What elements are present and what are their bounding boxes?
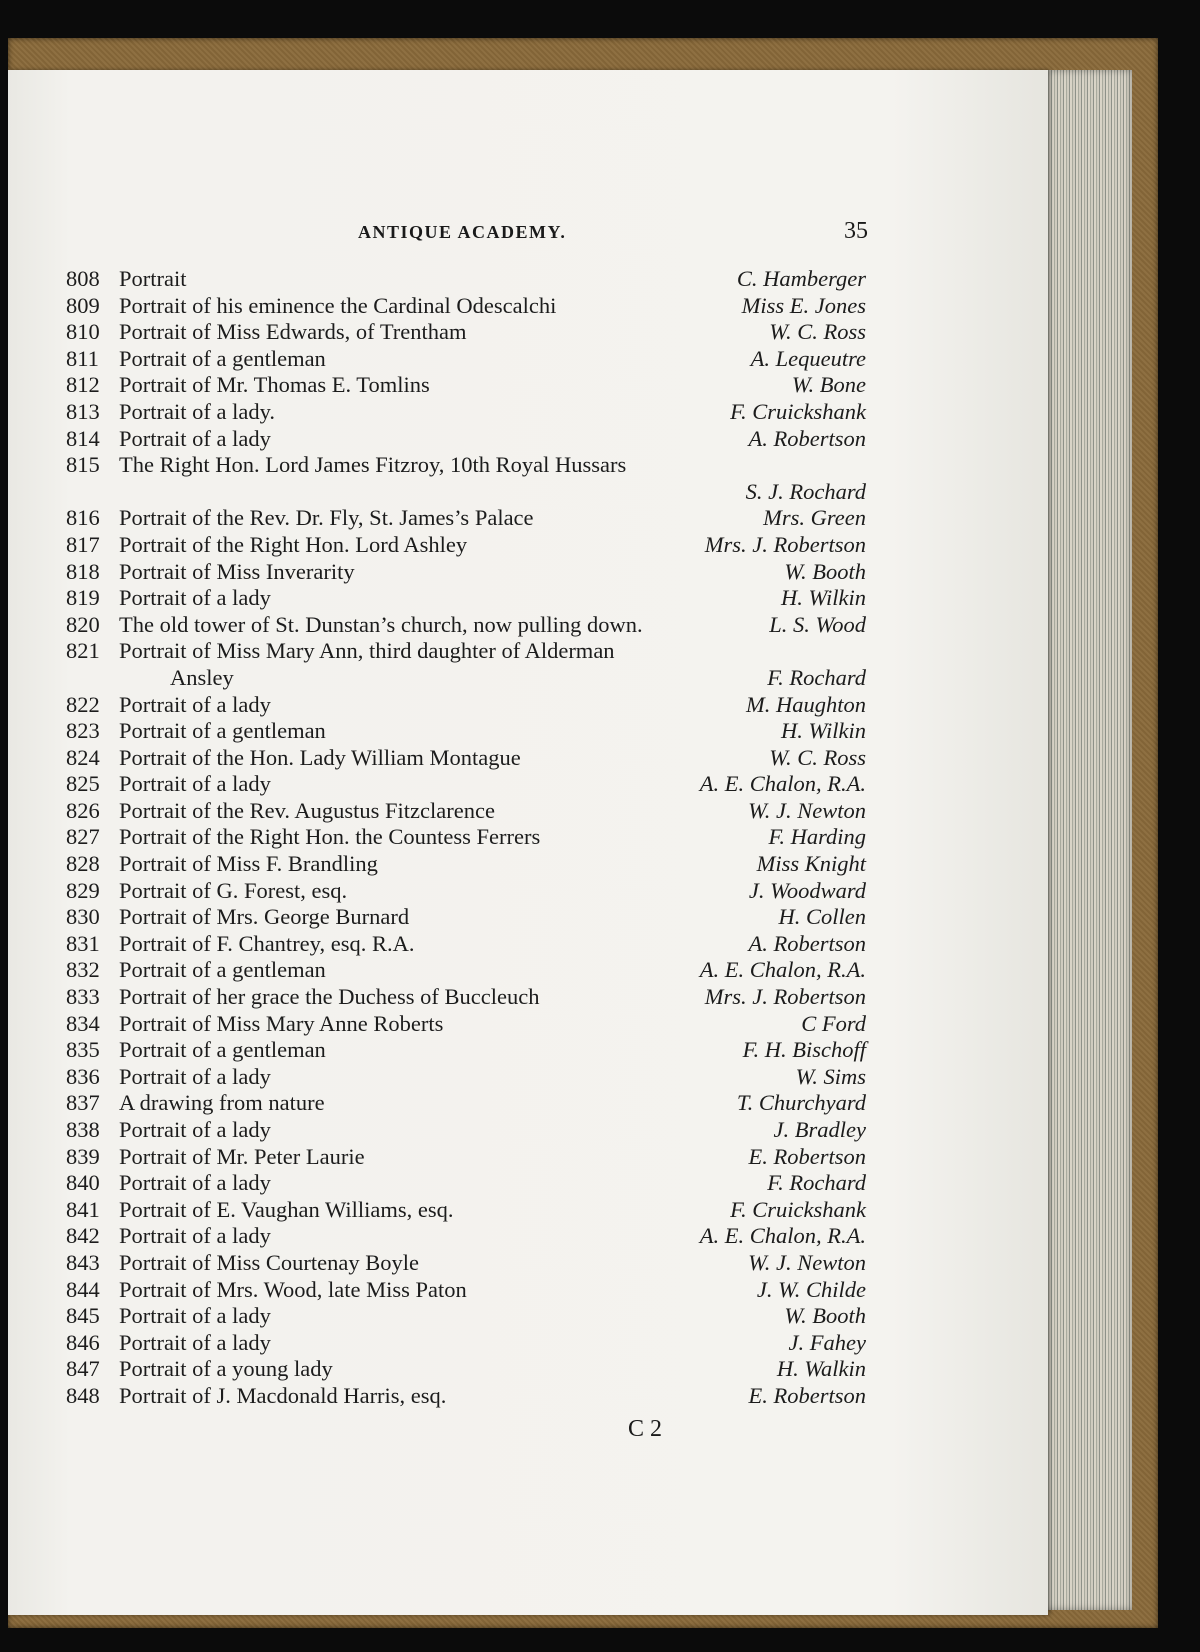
catalogue-entry bbox=[66, 878, 866, 905]
entry-artist: H. Wilkin bbox=[781, 585, 866, 611]
entry-artist: A. Robertson bbox=[748, 930, 866, 956]
entry-artist: W. Sims bbox=[795, 1063, 866, 1089]
entry-number: 834 bbox=[66, 1010, 100, 1036]
entry-artist: F. Rochard bbox=[767, 664, 866, 690]
entry-number: 844 bbox=[66, 1276, 100, 1302]
entry-artist: S. J. Rochard bbox=[745, 478, 866, 504]
entry-number: 810 bbox=[66, 319, 100, 345]
entry-artist: A. Lequeutre bbox=[750, 345, 866, 371]
entry-title: A drawing from nature bbox=[119, 1090, 325, 1116]
entry-number: 825 bbox=[66, 771, 100, 797]
entry-number: 821 bbox=[66, 638, 100, 664]
catalogue-entry bbox=[66, 612, 866, 639]
entry-number: 835 bbox=[66, 1037, 100, 1063]
catalogue-entry bbox=[66, 798, 866, 825]
entry-title: Portrait of a gentleman bbox=[119, 345, 326, 371]
catalogue-entry bbox=[66, 452, 866, 505]
entry-title: Portrait of the Hon. Lady William Montague bbox=[119, 744, 521, 770]
entry-artist: L. S. Wood bbox=[769, 611, 866, 637]
entry-artist: W. Bone bbox=[791, 372, 866, 398]
entry-title: Portrait of a gentleman bbox=[119, 1037, 326, 1063]
entry-artist: W. Booth bbox=[784, 558, 866, 584]
catalogue-entry bbox=[66, 1356, 866, 1383]
catalogue-entry bbox=[66, 399, 866, 426]
catalogue-entry bbox=[66, 1277, 866, 1304]
entry-number: 833 bbox=[66, 984, 100, 1010]
entry-title: Portrait of Miss Edwards, of Trentham bbox=[119, 319, 467, 345]
catalogue-entry bbox=[66, 1303, 866, 1330]
entry-title: Portrait of a lady bbox=[119, 425, 271, 451]
entry-artist: Mrs. Green bbox=[763, 505, 866, 531]
entry-artist: W. C. Ross bbox=[769, 744, 866, 770]
entry-artist: W. C. Ross bbox=[769, 319, 866, 345]
catalogue-entry bbox=[66, 1170, 866, 1197]
entry-title: Portrait of J. Macdonald Harris, esq. bbox=[119, 1382, 447, 1408]
entry-number: 819 bbox=[66, 585, 100, 611]
entry-artist: A. E. Chalon, R.A. bbox=[699, 1223, 866, 1249]
entry-artist: W. J. Newton bbox=[748, 797, 866, 823]
catalogue-entry bbox=[66, 1090, 866, 1117]
entry-title: Portrait of a lady bbox=[119, 1170, 271, 1196]
entry-title: Portrait of a lady bbox=[119, 1303, 271, 1329]
catalogue-entry bbox=[66, 904, 866, 931]
entry-number: 809 bbox=[66, 292, 100, 318]
entry-number: 843 bbox=[66, 1249, 100, 1275]
entry-number: 837 bbox=[66, 1090, 100, 1116]
entry-title: Portrait of the Right Hon. Lord Ashley bbox=[119, 531, 468, 557]
entry-title: Portrait of G. Forest, esq. bbox=[119, 877, 348, 903]
catalogue-entry bbox=[66, 1144, 866, 1171]
entry-artist: C. Hamberger bbox=[736, 266, 866, 291]
entry-number: 813 bbox=[66, 398, 100, 424]
entry-artist: F. H. Bischoff bbox=[742, 1037, 866, 1063]
catalogue-entry bbox=[66, 266, 866, 293]
entry-artist: W. Booth bbox=[784, 1303, 866, 1329]
page-header bbox=[358, 218, 868, 248]
entry-title: Portrait of a lady. bbox=[119, 398, 275, 424]
entry-artist: A. E. Chalon, R.A. bbox=[699, 771, 866, 797]
entry-title: Portrait of Miss Courtenay Boyle bbox=[119, 1249, 419, 1275]
entry-title: Portrait of Miss Mary Ann, third daughter of Alderman bbox=[119, 638, 615, 664]
entry-number: 842 bbox=[66, 1223, 100, 1249]
catalogue-entry bbox=[66, 1037, 866, 1064]
entry-title: Portrait of Mrs. Wood, late Miss Paton bbox=[119, 1276, 467, 1302]
entry-number: 811 bbox=[66, 345, 99, 371]
entry-number: 838 bbox=[66, 1117, 100, 1142]
catalogue-entry bbox=[66, 559, 866, 586]
entry-title: Portrait of a lady bbox=[119, 585, 271, 611]
entry-title: Portrait of Mr. Peter Laurie bbox=[119, 1143, 365, 1169]
entry-number: 812 bbox=[66, 372, 100, 398]
catalogue-entry bbox=[66, 984, 866, 1011]
entry-number: 828 bbox=[66, 851, 100, 877]
entry-title: Portrait of Miss F. Brandling bbox=[119, 851, 378, 877]
catalogue-entry bbox=[66, 1064, 866, 1091]
catalogue-entry bbox=[66, 372, 866, 399]
catalogue-entry bbox=[66, 1223, 866, 1250]
entry-number: 814 bbox=[66, 425, 100, 451]
catalogue-entry bbox=[66, 1330, 866, 1357]
catalogue-entry bbox=[66, 1383, 866, 1410]
catalogue-entry bbox=[66, 771, 866, 798]
entry-number: 847 bbox=[66, 1356, 100, 1382]
entry-number: 839 bbox=[66, 1143, 100, 1169]
entry-artist: C Ford bbox=[801, 1010, 866, 1036]
catalogue-entry bbox=[66, 426, 866, 453]
entry-title: Portrait of F. Chantrey, esq. R.A. bbox=[119, 930, 415, 956]
catalogue-entry bbox=[66, 718, 866, 745]
entry-artist: A. E. Chalon, R.A. bbox=[699, 957, 866, 983]
entry-number: 840 bbox=[66, 1170, 100, 1196]
entry-title-continued: Ansley bbox=[170, 664, 234, 690]
entry-title: Portrait of a lady bbox=[119, 1329, 271, 1355]
entry-artist: F. Cruickshank bbox=[730, 1196, 866, 1222]
entry-number: 808 bbox=[66, 266, 100, 291]
entry-artist: A. Robertson bbox=[748, 425, 866, 451]
entry-number: 820 bbox=[66, 611, 100, 637]
entry-number: 822 bbox=[66, 691, 100, 717]
entry-number: 818 bbox=[66, 558, 100, 584]
entry-artist: Miss E. Jones bbox=[741, 292, 866, 318]
entry-number: 836 bbox=[66, 1063, 100, 1089]
entry-artist: T. Churchyard bbox=[736, 1090, 866, 1116]
entry-artist: F. Harding bbox=[768, 824, 866, 850]
entry-artist: Miss Knight bbox=[756, 851, 866, 877]
entry-number: 826 bbox=[66, 797, 100, 823]
page-edges bbox=[1040, 70, 1132, 1610]
catalogue-entry bbox=[66, 851, 866, 878]
catalogue-entry bbox=[66, 957, 866, 984]
entry-number: 824 bbox=[66, 744, 100, 770]
catalogue-entry bbox=[66, 824, 866, 851]
catalogue-entry bbox=[66, 638, 866, 691]
entry-artist: F. Rochard bbox=[767, 1170, 866, 1196]
entry-number: 832 bbox=[66, 957, 100, 983]
entry-title: The old tower of St. Dunstan’s church, now pulling down. bbox=[119, 611, 643, 637]
entry-title: Portrait of a lady bbox=[119, 1117, 271, 1142]
entry-number: 841 bbox=[66, 1196, 100, 1222]
catalogue-entry bbox=[66, 931, 866, 958]
entry-number: 816 bbox=[66, 505, 100, 531]
entry-artist: M. Haughton bbox=[746, 691, 866, 717]
entry-artist: Mrs. J. Robertson bbox=[704, 531, 866, 557]
catalogue-entries bbox=[66, 266, 866, 1410]
entry-number: 823 bbox=[66, 718, 100, 744]
entry-artist: J. Bradley bbox=[773, 1117, 866, 1142]
entry-title: Portrait of a lady bbox=[119, 1223, 271, 1249]
catalogue-entry bbox=[66, 1117, 866, 1144]
entry-title: Portrait of a young lady bbox=[119, 1356, 333, 1382]
entry-number: 815 bbox=[66, 452, 100, 478]
entry-number: 827 bbox=[66, 824, 100, 850]
entry-title: Portrait of Mrs. George Burnard bbox=[119, 904, 410, 930]
entry-number: 817 bbox=[66, 531, 100, 557]
entry-number: 848 bbox=[66, 1382, 100, 1408]
catalogue-entry bbox=[66, 1250, 866, 1277]
catalogue-entry bbox=[66, 745, 866, 772]
entry-title: Portrait of the Rev. Dr. Fly, St. James’s Palace bbox=[119, 505, 534, 531]
entry-title: The Right Hon. Lord James Fitzroy, 10th Royal Hussars bbox=[119, 452, 627, 478]
entry-number: 845 bbox=[66, 1303, 100, 1329]
entry-title: Portrait of the Right Hon. the Countess Ferrers bbox=[119, 824, 541, 850]
entry-number: 829 bbox=[66, 877, 100, 903]
signature-mark: C 2 bbox=[628, 1416, 663, 1442]
catalogue-entry bbox=[66, 532, 866, 559]
entry-title: Portrait bbox=[119, 266, 187, 291]
catalogue-entry bbox=[66, 585, 866, 612]
catalogue-entry bbox=[66, 346, 866, 373]
entry-artist: W. J. Newton bbox=[748, 1249, 866, 1275]
entry-artist: H. Collen bbox=[778, 904, 866, 930]
entry-number: 830 bbox=[66, 904, 100, 930]
entry-artist: H. Walkin bbox=[776, 1356, 866, 1382]
entry-artist: E. Robertson bbox=[748, 1143, 866, 1169]
catalogue-entry bbox=[66, 319, 866, 346]
catalogue-entry bbox=[66, 692, 866, 719]
entry-artist: E. Robertson bbox=[748, 1382, 866, 1408]
page-number: 35 bbox=[844, 218, 868, 244]
entry-artist: J. Fahey bbox=[788, 1329, 866, 1355]
entry-artist: Mrs. J. Robertson bbox=[704, 984, 866, 1010]
catalogue-entry bbox=[66, 1011, 866, 1038]
entry-title: Portrait of a lady bbox=[119, 1063, 271, 1089]
entry-title: Portrait of Mr. Thomas E. Tomlins bbox=[119, 372, 430, 398]
catalogue-entry bbox=[66, 293, 866, 320]
entry-artist: F. Cruickshank bbox=[730, 398, 866, 424]
entry-artist: J. W. Childe bbox=[756, 1276, 866, 1302]
entry-title: Portrait of a gentleman bbox=[119, 957, 326, 983]
entry-artist: J. Woodward bbox=[748, 877, 866, 903]
entry-title: Portrait of a lady bbox=[119, 691, 271, 717]
entry-title: Portrait of E. Vaughan Williams, esq. bbox=[119, 1196, 454, 1222]
entry-artist: H. Wilkin bbox=[781, 718, 866, 744]
entry-title: Portrait of a gentleman bbox=[119, 718, 326, 744]
catalogue-entry bbox=[66, 505, 866, 532]
entry-title: Portrait of the Rev. Augustus Fitzclarence bbox=[119, 797, 495, 823]
entry-title: Portrait of Miss Inverarity bbox=[119, 558, 355, 584]
entry-title: Portrait of a lady bbox=[119, 771, 271, 797]
running-title: ANTIQUE ACADEMY. bbox=[358, 222, 567, 242]
catalogue-entry bbox=[66, 1197, 866, 1224]
entry-title: Portrait of her grace the Duchess of Buccleuch bbox=[119, 984, 540, 1010]
entry-number: 831 bbox=[66, 930, 100, 956]
entry-title: Portrait of Miss Mary Anne Roberts bbox=[119, 1010, 444, 1036]
entry-number: 846 bbox=[66, 1329, 100, 1355]
entry-title: Portrait of his eminence the Cardinal Odescalchi bbox=[119, 292, 557, 318]
